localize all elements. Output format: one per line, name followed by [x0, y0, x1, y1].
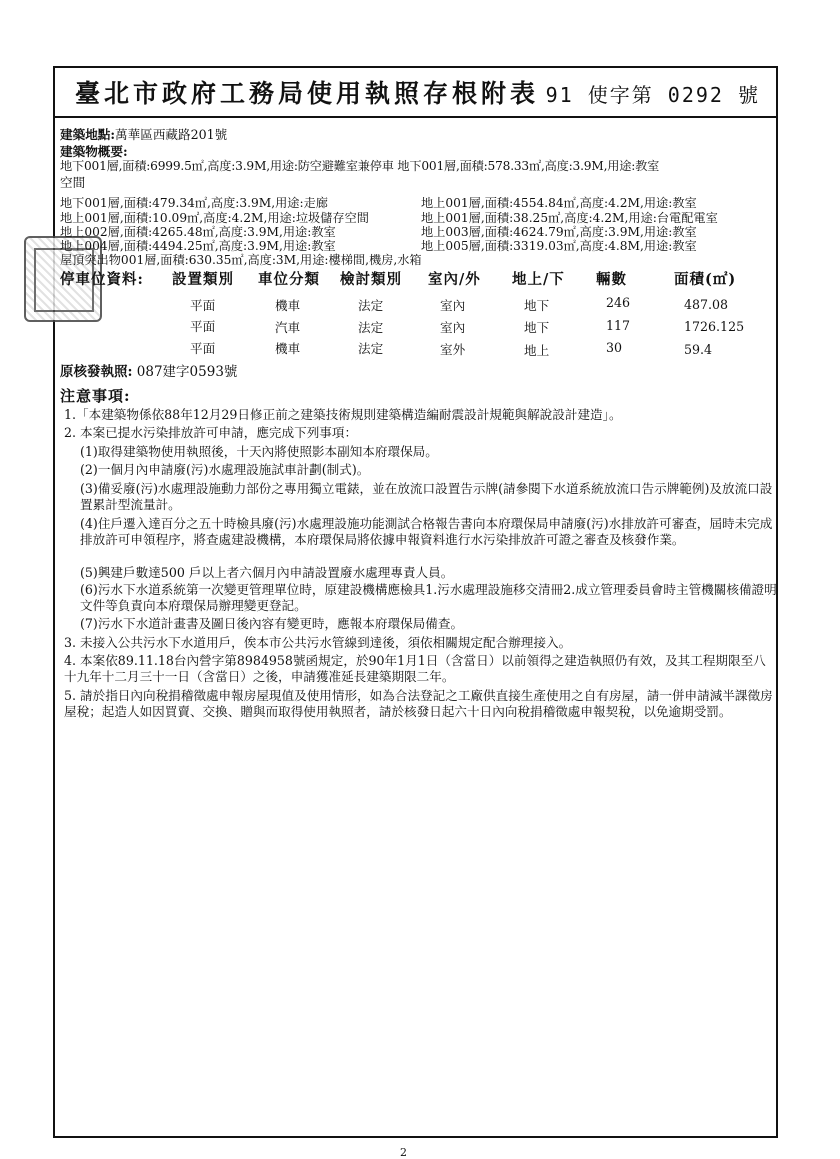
parking-header-count: 輛數	[596, 271, 627, 288]
note-item-2-6: (6)污水下水道系統第一次變更管理單位時，原建設機構應檢具1.污水處理設施移交清冊2.成立管理委員會時主管機關核備證明文件等負責向本府環保局辦理變更登記。	[80, 582, 777, 613]
parking-cell: 地下	[524, 320, 550, 335]
original-permit-label: 原核發執照:	[60, 364, 133, 380]
overview-line-2: 空間	[60, 175, 86, 190]
parking-cell: 地上	[524, 343, 550, 358]
note-item-1: 1.「本建築物係依88年12月29日修正前之建築技術規則建築構造編耐震設計規範與解說設計建造」。	[64, 407, 622, 422]
parking-header-class: 車位分類	[258, 271, 320, 288]
parking-header-review: 檢討類別	[340, 271, 402, 288]
parking-cell: 117	[606, 318, 631, 333]
overview-line-1: 地下001層,面積:6999.5㎡,高度:3.9M,用途:防空避難室兼停車 地下001層,面積:578.33㎡,高度:3.9M,用途:教室	[60, 159, 660, 173]
parking-cell: 機車	[275, 341, 301, 356]
note-item-5: 5. 請於指日內向稅捐稽徵處申報房屋現值及使用情形，如為合法登記之工廠供直接生產使用之自有房屋，請一併申請減半課徵房屋稅；起造人如因買賣、交換、贈與而取得使用執照者，請於核發日起六十日內向稅捐稽徵處申報契稅，以免逾期受罰。	[64, 688, 773, 719]
note-item-2-3: (3)備妥廢(污)水處理設施動力部份之專用獨立電錶，並在放流口設置告示牌(請參閱下水道系統放流口告示牌範例)及放流口設置累計型流量計。	[80, 481, 773, 512]
parking-cell: 法定	[358, 341, 384, 356]
parking-header-type: 設置類別	[172, 271, 234, 288]
parking-cell: 30	[606, 340, 623, 355]
parking-cell: 法定	[358, 298, 384, 313]
document-title: 臺北市政府工務局使用執照存根附表	[75, 79, 540, 108]
parking-cell: 59.4	[684, 342, 713, 357]
site-label: 建築地點:	[60, 127, 116, 142]
permit-number: 91 使字第 0292 號	[545, 83, 760, 107]
parking-cell: 室外	[440, 342, 466, 357]
floor-right-3: 地上003層,面積:4624.79㎡,高度:3.9M,用途:教室	[421, 225, 697, 239]
floor-right-2: 地上001層,面積:38.25㎡,高度:4.2M,用途:台電配電室	[421, 211, 718, 225]
parking-cell: 地下	[524, 298, 550, 313]
parking-cell: 487.08	[684, 297, 729, 312]
parking-cell: 平面	[190, 341, 216, 356]
parking-cell: 室內	[440, 298, 466, 313]
floor-left-1: 地下001層,面積:479.34㎡,高度:3.9M,用途:走廊	[60, 196, 328, 210]
floor-left-4: 地上004層,面積:4494.25㎡,高度:3.9M,用途:教室	[60, 239, 336, 253]
original-permit-line	[60, 360, 237, 380]
note-item-4: 4. 本案依89.11.18台內營字第8984958號函規定，於90年1月1日（含當日）以前領得之建造執照仍有效，及其工程期限至八十九年十二月三十一日（含當日）之後，申請獲准延長建築期限二年。	[64, 653, 766, 684]
title-bar	[53, 66, 778, 118]
original-permit-value: 087建字0593號	[136, 364, 238, 380]
parking-cell: 平面	[190, 298, 216, 313]
note-item-2: 2. 本案已提水污染排放許可申請，應完成下列事項：	[64, 425, 358, 440]
parking-cell: 室內	[440, 320, 466, 335]
floor-left-3: 地上002層,面積:4265.48㎡,高度:3.9M,用途:教室	[60, 225, 336, 239]
parking-section-label: 停車位資料:	[60, 271, 144, 288]
note-item-2-1: (1)取得建築物使用執照後，十天內將使照影本副知本府環保局。	[80, 444, 438, 459]
parking-cell: 法定	[358, 320, 384, 335]
parking-header-in-out: 室內/外	[428, 271, 481, 288]
notes-label: 注意事項:	[60, 387, 131, 405]
floor-left-2: 地上001層,面積:10.09㎡,高度:4.2M,用途:垃圾儲存空間	[60, 211, 369, 225]
page-number: 2	[400, 1146, 407, 1159]
note-item-2-4: (4)住戶遷入達百分之五十時檢具廢(污)水處理設施功能測試合格報告書向本府環保局申請廢(污)水排放許可審查，屆時未完成排放許可申領程序，將查處建設機構，本府環保局將依據申報資料進行水污染排放許可證之審查及核發作業。	[80, 516, 773, 547]
parking-cell: 汽車	[275, 320, 301, 335]
floor-left-5: 屋頂突出物001層,面積:630.35㎡,高度:3M,用途:樓梯間,機房,水箱	[60, 253, 422, 267]
overview-label: 建築物概要:	[60, 144, 128, 159]
parking-cell: 246	[606, 295, 631, 310]
note-item-2-2: (2)一個月內申請廢(污)水處理設施試車計劃(制式)。	[80, 462, 370, 477]
parking-header-area: 面積(㎡)	[674, 271, 737, 288]
floor-right-1: 地上001層,面積:4554.84㎡,高度:4.2M,用途:教室	[421, 196, 697, 210]
parking-cell: 1726.125	[684, 319, 745, 334]
site-value: 萬華區西藏路201號	[115, 127, 228, 142]
note-item-2-5: (5)興建戶數達500 戶以上者六個月內申請設置廢水處理專責人員。	[80, 565, 454, 580]
note-item-3: 3. 未接入公共污水下水道用戶，俟本市公共污水管線到達後，須依相關規定配合辦理接入。	[64, 635, 572, 650]
floor-right-4: 地上005層,面積:3319.03㎡,高度:4.8M,用途:教室	[421, 239, 697, 253]
note-item-2-7: (7)污水下水道計畫書及圖日後內容有變更時，應報本府環保局備查。	[80, 616, 464, 631]
parking-cell: 平面	[190, 319, 216, 334]
parking-cell: 機車	[275, 298, 301, 313]
parking-header-above-below: 地上/下	[512, 271, 565, 288]
